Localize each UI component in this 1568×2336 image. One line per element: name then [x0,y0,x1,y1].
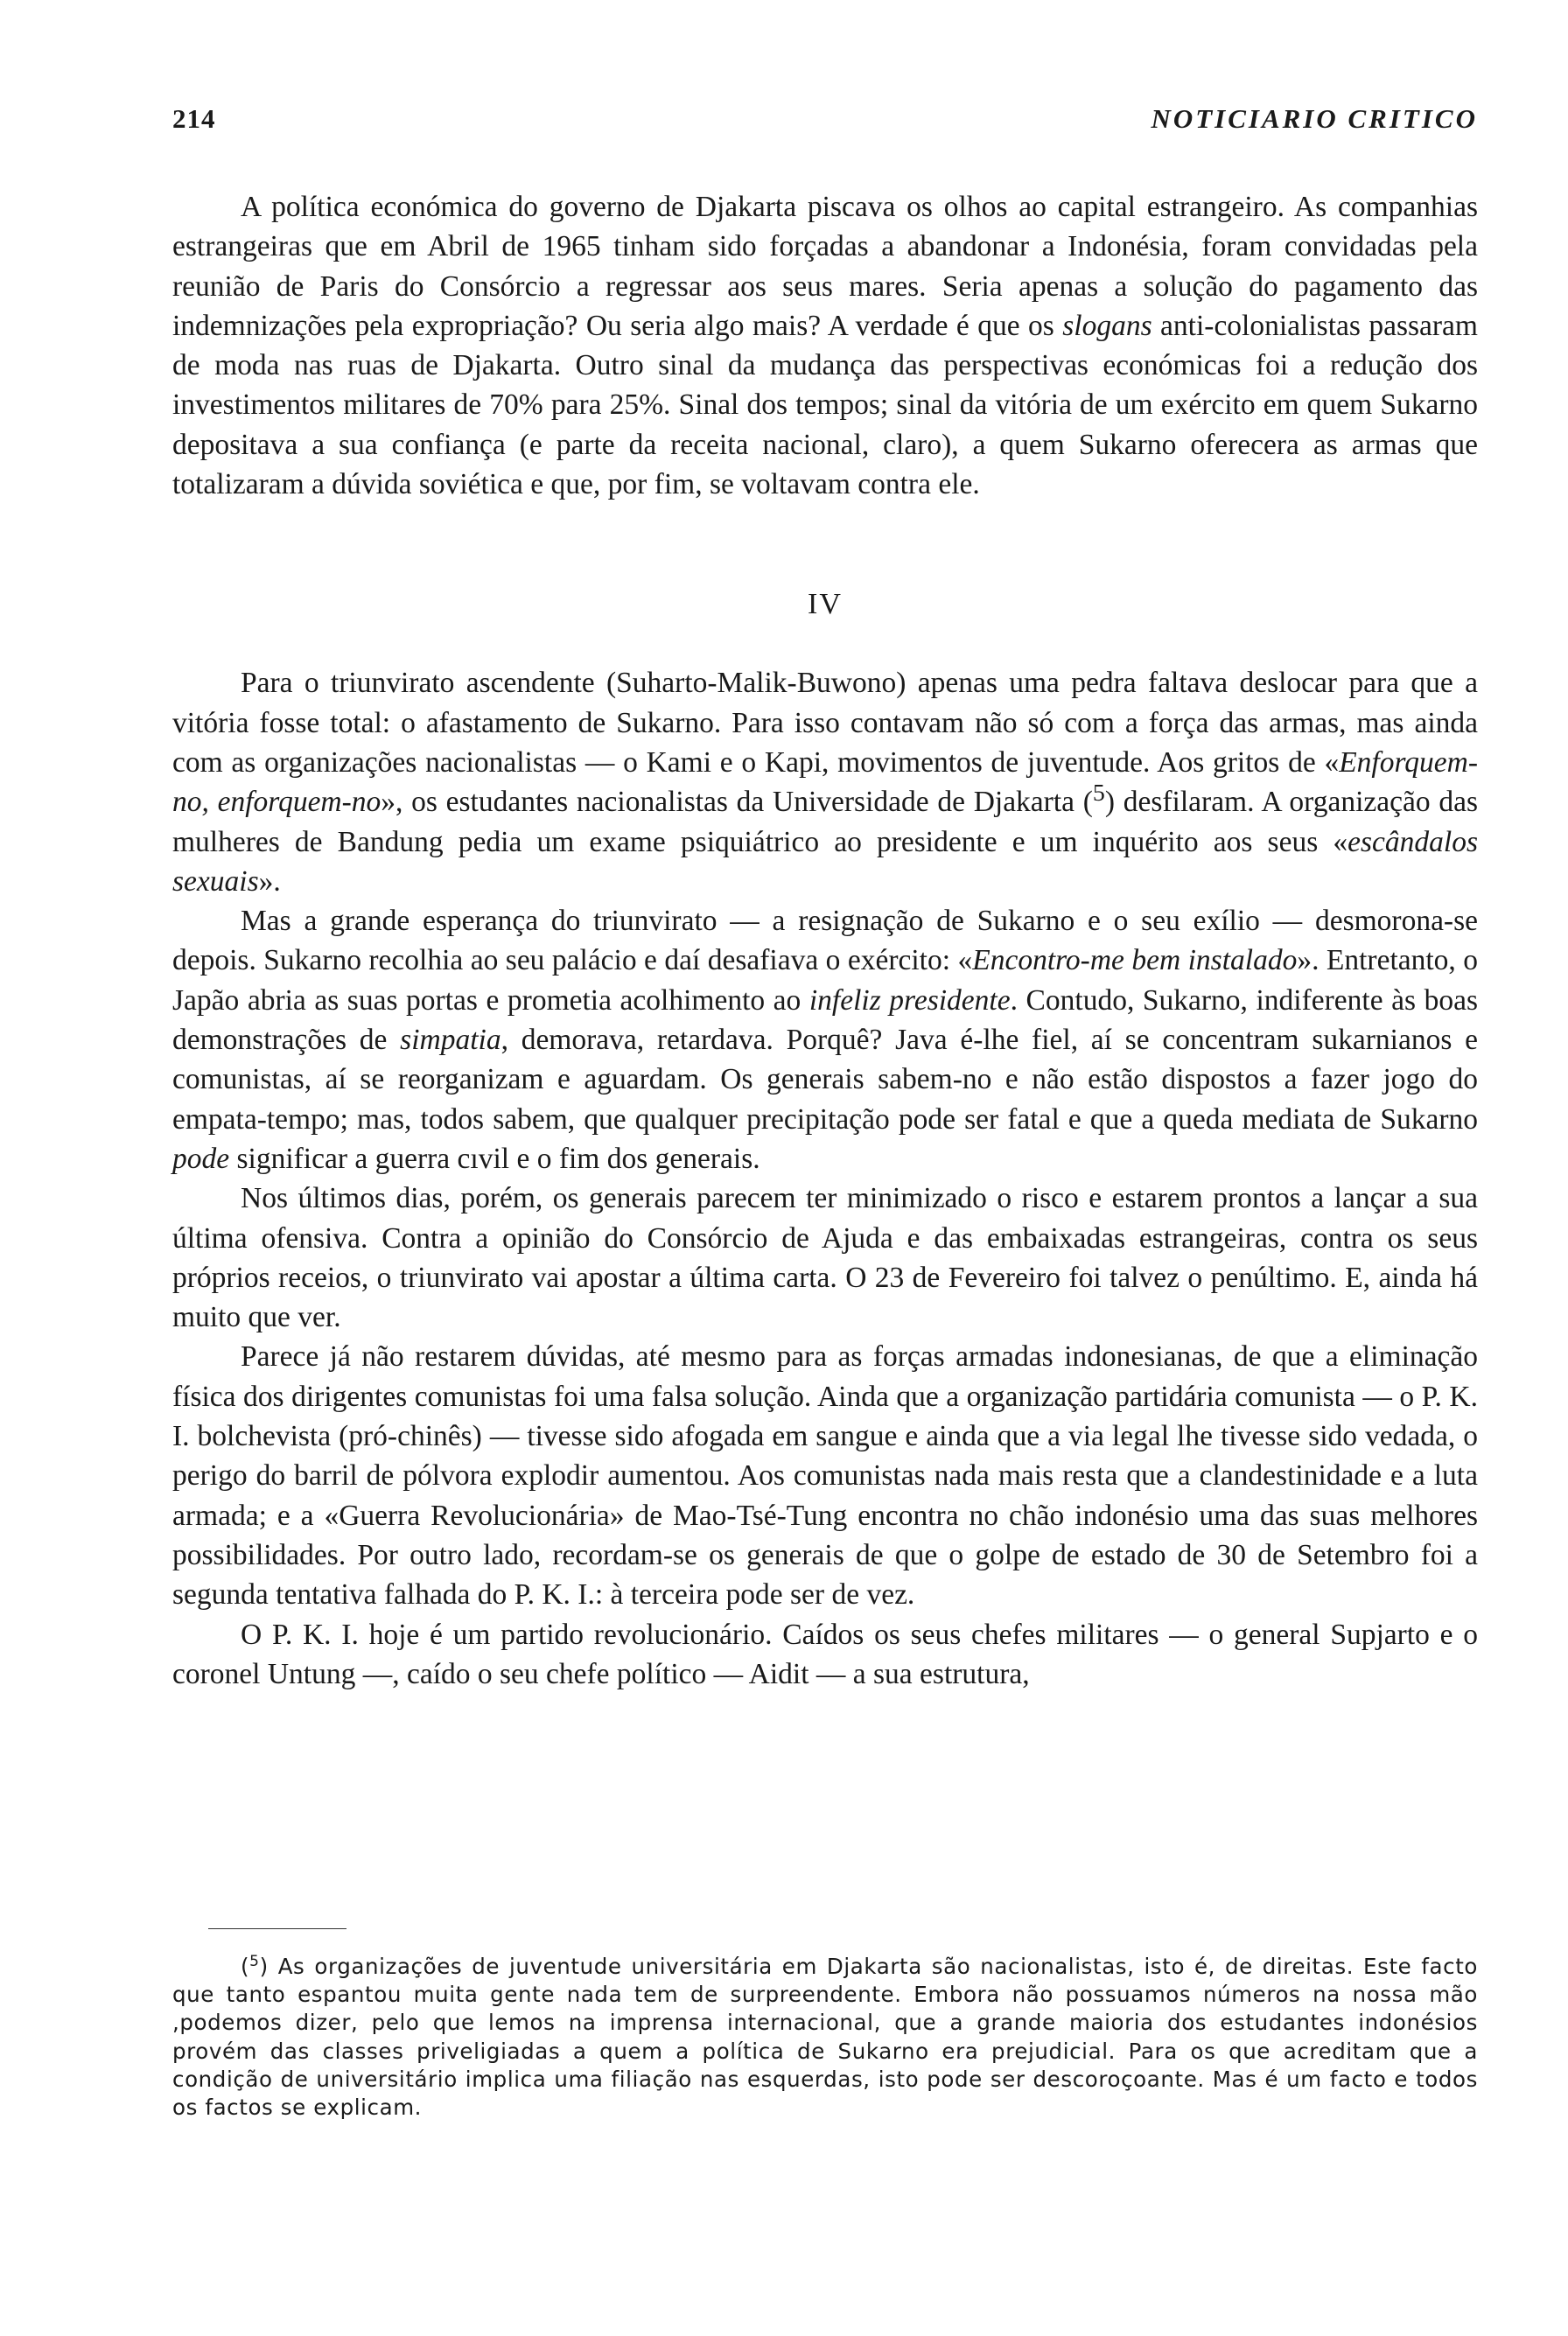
footnote-text: As organizações de juventude universitária em Djakarta são nacionalistas, isto é, de direitas. Este facto que tanto espantou muita gente nada tem de surpreendente. Embora não possuamos números na nossa mão ,podemos dizer, pelo que lemos na imprensa internacional, que a grande maioria dos estudantes indonésios provém das classes priveligiadas a quem a política de Sukarno era prejudicial. Para os que acreditam que a condição de universitário implica uma filiação nas esquerdas, isto pode ser descoroçoante. Mas é um facto e todos os factos se explicam. [172,1954,1478,2121]
footnote-reference[interactable]: 5 [1092,780,1105,808]
italic-quote: Encontro-me bem instalado [972,944,1298,977]
paragraph-text: ». Entretanto, o Japão abria as suas portas e prometia acolhimento ao [172,944,1479,1017]
italic-term: pode [172,1142,230,1175]
page-number: 214 [172,103,216,134]
paragraph-hope [172,901,1478,1178]
paragraph-pki: O P. K. I. hoje é um partido revolucionário. Caídos os seus chefes militares — o general Supjarto e o coronel Untung —, caído o seu chefe político — Aidit — a sua estrutura, [172,1618,1478,1690]
paragraph-economic-policy [172,187,1478,504]
italic-quote: escândalos sexuais [172,825,1478,898]
paragraph-text: . Contudo, Sukarno, indiferente às boas demonstrações de [172,983,1478,1057]
running-head: NOTICIARIO CRITICO [1151,103,1478,134]
paragraph-text: ». [258,864,281,898]
paragraph-triumvirate [172,663,1478,901]
footnote-marker: ($^5$) [241,1952,269,1979]
paragraph-text: Para o triunvirato ascendente (Suharto-Malik-Buwono) apenas uma pedra faltava deslocar para que a vitória fosse total: o afastamento de Sukarno. Para isso contavam não só com a força das armas, mas ainda com as organizações nacionalistas — o Kami e o Kapi, movimentos de juventude. Aos gritos de « [172,667,1478,779]
italic-quote: Enforquem-no, enforquem-no [172,745,1478,819]
italic-term: simpatia [400,1024,501,1057]
paragraph-text: », os estudantes nacionalistas da Universidade de Djakarta ( [381,786,1093,819]
paragraph-text: ) desfilaram. A organização das mulheres de Bandung pedia um exame psiquiátrico ao presidente e um inquérito aos seus « [172,786,1479,858]
footnote-divider [208,1928,346,1929]
body-text [172,187,1478,1694]
footnotes [172,1953,1478,2122]
page-header [172,103,1478,147]
paragraph-last-days: Nos últimos dias, porém, os generais parecem ter minimizado o risco e estarem prontos a lançar a sua última ofensiva. Contra a opinião do Consórcio de Ajuda e das embaixadas estrangeiras, contra os seus próprios receios, o triunvirato vai apostar a última carta. O 23 de Fevereiro foi talvez o penúltimo. E, ainda há muito que ver. [172,1182,1478,1334]
footnote-5 [172,1953,1478,2122]
paragraph-text: significar a guerra cıvil e o fim dos generais. [229,1142,760,1175]
paragraph-text: , demorava, retardava. Porquê? Java é-lhe fiel, aí se concentram sukarnianos e comunistas, aí se reorganizam e aguardam. Os generais sabem-no e não estão dispostos a fazer jogo do empata-tempo; mas, todos sabem, que qualquer precipitação pode ser fatal e que a queda mediata de Sukarno [172,1024,1478,1136]
section-heading: IV [808,588,843,621]
italic-term: slogans [1062,309,1152,342]
paragraph-text: A política económica do governo de Djakarta piscava os olhos ao capital estrangeiro. As companhias estrangeiras que em Abril de 1965 tinham sido forçadas a abandonar a Indonésia, foram convidadas pela reunião de Paris do Consórcio a regressar aos seus mares. Seria apenas a solução do pagamento das indemnizações pela expropriação? Ou seria algo mais? A verdade é que os [172,191,1478,342]
paragraph-no-doubts: Parece já não restarem dúvidas, até mesmo para as forças armadas indonesianas, de que a eliminação física dos dirigentes comunistas foi uma falsa solução. Ainda que a organização partidária comunista — o P. K. I. bolchevista (pró-chinês) — tivesse sido afogada em sangue e ainda que a via legal lhe tivesse sido vedada, o perigo do barril de pólvora explodir aumentou. Aos comunistas nada mais resta que a clandestinidade e a luta armada; e a «Guerra Revolucionária» de Mao-Tsé-Tung encontra no chão indonésio uma das suas melhores possibilidades. Por outro lado, recordam-se os generais de que o golpe de estado de 30 de Setembro foi a segunda tentativa falhada do P. K. I.: à terceira pode ser de vez. [172,1340,1478,1612]
italic-term: infeliz presidente [808,983,1011,1017]
paragraph-text: Mas a grande esperança do triunvirato — a resignação de Sukarno e o seu exílio — desmorona-se depois. Sukarno recolhia ao seu palácio e daí desafiava o exército: « [172,905,1478,977]
paragraph-text: anti-colonialistas passaram de moda nas ruas de Djakarta. Outro sinal da mudança das perspectivas económicas foi a redução dos investimentos militares de 70% para 25%. Sinal dos tempos; sinal da vitória de um exército em quem Sukarno depositava a sua confiança (e parte da receita nacional, claro), a quem Sukarno oferecera as armas que totalizaram a dúvida soviética e que, por fim, se voltavam contra ele. [172,309,1478,501]
